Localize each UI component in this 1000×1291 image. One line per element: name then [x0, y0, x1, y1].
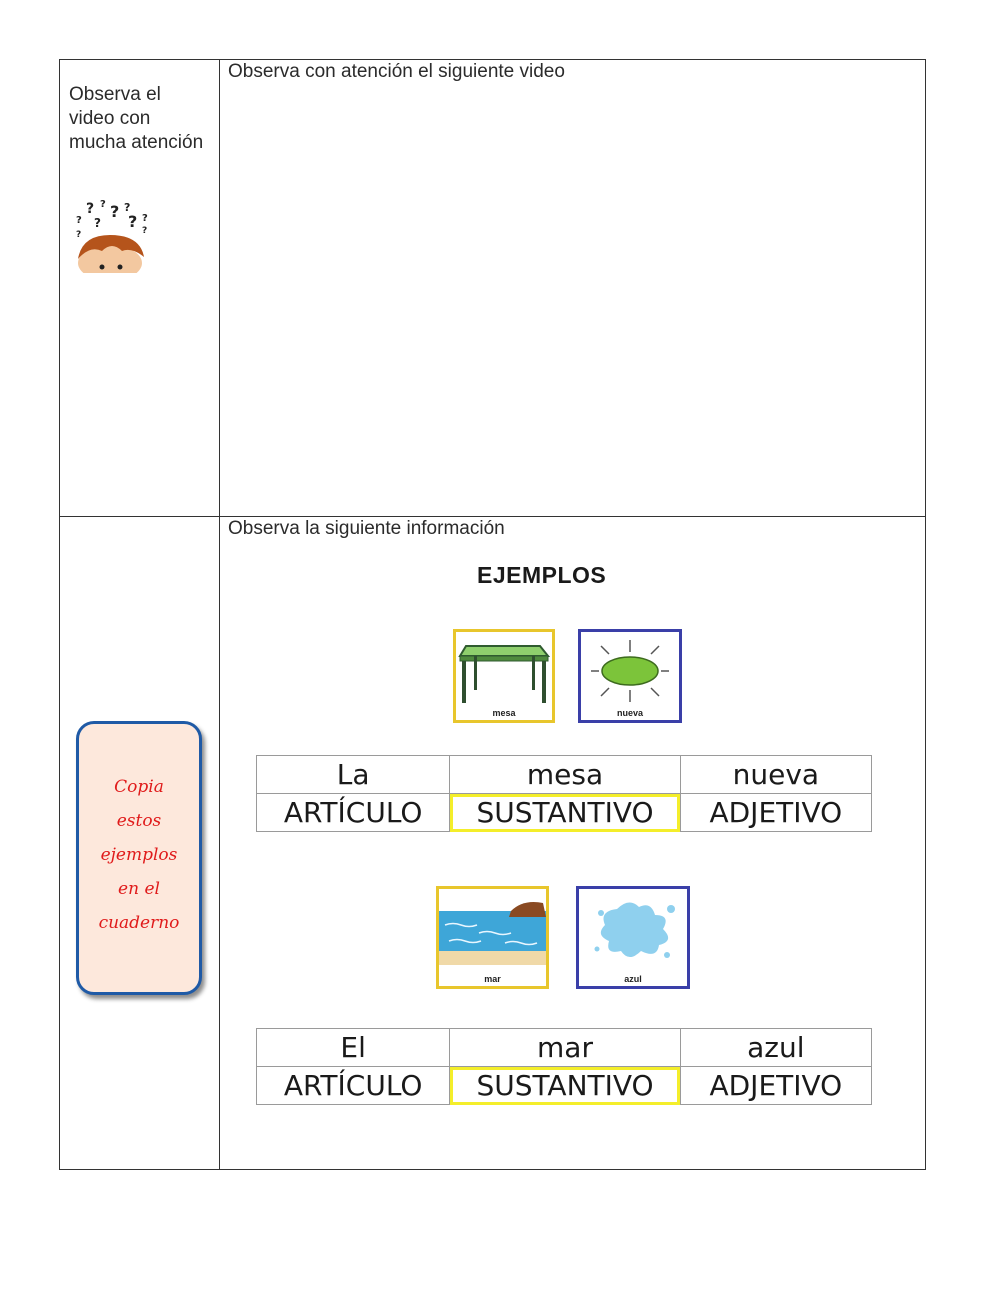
word-article: La	[257, 756, 450, 794]
category-noun: SUSTANTIVO	[450, 794, 680, 832]
example-table-2	[256, 1028, 872, 1105]
svg-text:?: ?	[94, 216, 101, 230]
callout-line: estos	[116, 811, 162, 831]
picture-label: azul	[624, 974, 642, 984]
svg-text:?: ?	[76, 215, 82, 226]
svg-text:?: ?	[128, 212, 138, 231]
callout-line: Copia	[114, 777, 164, 797]
examples-title: EJEMPLOS	[477, 562, 607, 588]
word-adjective: nueva	[680, 756, 871, 794]
category-adjective: ADJETIVO	[680, 1067, 871, 1105]
svg-text:?: ?	[142, 213, 148, 224]
instruction-watch-video: Observa el video con mucha atención	[69, 84, 204, 153]
word-adjective: azul	[680, 1029, 871, 1067]
svg-text:?: ?	[100, 199, 106, 210]
video-heading: Observa con atención el siguiente video	[228, 61, 565, 82]
word-noun: mesa	[450, 756, 680, 794]
category-article: ARTÍCULO	[257, 794, 450, 832]
copy-instruction-callout	[76, 721, 202, 995]
word-noun: mar	[450, 1029, 680, 1067]
svg-text:?: ?	[142, 226, 148, 236]
picture-card-new	[578, 629, 682, 723]
callout-line: ejemplos	[100, 845, 178, 865]
shining-shape-icon	[581, 634, 679, 708]
picture-label: mar	[484, 974, 501, 984]
svg-text:?: ?	[76, 230, 82, 240]
svg-text:?: ?	[124, 201, 131, 214]
category-adjective: ADJETIVO	[680, 794, 871, 832]
category-article: ARTÍCULO	[257, 1067, 450, 1105]
table-icon	[456, 634, 552, 706]
blue-splash-icon	[579, 891, 687, 971]
word-article: El	[257, 1029, 450, 1067]
sea-icon	[439, 889, 546, 969]
picture-label: mesa	[492, 708, 516, 718]
svg-text:?: ?	[86, 201, 95, 217]
category-noun: SUSTANTIVO	[450, 1067, 680, 1105]
picture-card-table	[453, 629, 555, 723]
callout-line: cuaderno	[98, 913, 180, 933]
callout-line: en el	[118, 879, 160, 899]
example-table-1	[256, 755, 872, 832]
picture-label: nueva	[616, 708, 643, 718]
thinking-boy-icon	[72, 197, 152, 277]
svg-text:?: ?	[110, 202, 120, 221]
column-divider	[219, 60, 220, 1169]
worksheet-table	[59, 59, 926, 1170]
picture-card-blue	[576, 886, 690, 989]
picture-card-sea	[436, 886, 549, 989]
information-heading: Observa la siguiente información	[228, 518, 505, 539]
